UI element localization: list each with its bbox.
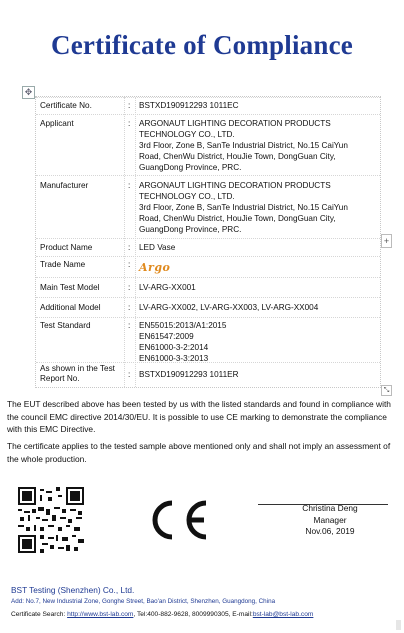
table-row-test-standard: Test Standard : EN55015:2013/A1:2015 EN61547:2009 EN61000-3-2:2014 EN61000-3-3:2013 (36, 317, 380, 362)
value-main-test-model: LV-ARG-XX001 (139, 283, 196, 292)
email-link[interactable]: bst-lab@bst-lab.com (252, 611, 314, 618)
label-manufacturer: Manufacturer (40, 181, 89, 190)
label-product-name: Product Name (40, 243, 93, 252)
compliance-paragraph: The EUT described above has been tested by us with the listed standards and found in compliance with the council EMC directive 2014/30/EU. It is possible to use CE marking to demonstrate the compliance with this EMC Directive. (7, 399, 391, 434)
company-name: BST Testing (Shenzhen) Co., Ltd. (11, 585, 135, 595)
scrollbar-thumb[interactable] (396, 620, 401, 630)
label-additional-model: Additional Model (40, 303, 101, 312)
certificate-table (35, 96, 381, 388)
table-row-applicant: Applicant : ARGONAUT LIGHTING DECORATION PRODUCTS TECHNOLOGY CO., LTD. 3rd Floor, Zone B, SanTe Industrial District, No.15 CaiYun Road, ChenWu District, HouJie Town, DongGuan City, GuangDong Province, PRC. (36, 114, 380, 175)
label-main-test-model: Main Test Model (40, 283, 100, 292)
argo-logo: Argo (139, 261, 171, 274)
table-row-main-test-model: Main Test Model : LV-ARG-XX001 (36, 277, 380, 297)
search-link[interactable]: http://www.bst-lab.com (67, 611, 134, 618)
certificate-search-line (11, 610, 313, 620)
value-applicant: ARGONAUT LIGHTING DECORATION PRODUCTS TECHNOLOGY CO., LTD. 3rd Floor, Zone B, SanTe Industrial District, No.15 CaiYun Road, ChenWu District, HouJie Town, DongGuan City, GuangDong Province, PRC. (139, 119, 348, 172)
contact-tel: , Tel:400-882-9628, 8009990305, E-mail: (133, 611, 253, 618)
table-row-additional-model: Additional Model : LV-ARG-XX002, LV-ARG-XX003, LV-ARG-XX004 (36, 297, 380, 317)
scope-paragraph: The certificate applies to the tested sample above mentioned only and shall not imply an assessment of the whole production. (7, 441, 391, 464)
certificate-title: Certificate of Compliance (51, 30, 353, 60)
table-row-product-name: Product Name : LED Vase (36, 238, 380, 256)
label-trade-name: Trade Name (40, 260, 86, 269)
ce-mark-icon (146, 497, 212, 543)
value-test-standard: EN55015:2013/A1:2015 EN61547:2009 EN61000-3-2:2014 EN61000-3-3:2013 (139, 321, 227, 363)
label-test-standard: Test Standard (40, 321, 91, 330)
search-label: Certificate Search: (11, 611, 66, 618)
label-test-report-no: As shown in the Test Report No. (40, 364, 115, 383)
table-resize-icon[interactable]: ⤡ (381, 385, 392, 396)
add-row-icon[interactable]: + (381, 234, 392, 248)
signer-role: Manager (313, 514, 347, 525)
table-move-handle-icon[interactable]: ✥ (22, 86, 35, 99)
qr-code-icon (18, 487, 84, 553)
table-row-trade-name: Trade Name : Argo (36, 256, 380, 277)
label-certificate-no: Certificate No. (40, 101, 92, 110)
value-test-report-no: BSTXD190912293 1011ER (139, 370, 239, 379)
company-address: Add: No.7, New Industrial Zone, Gonghe Street, Bao'an District, Shenzhen, Guangdong, China (11, 598, 276, 605)
signer-name: Christina Deng (302, 503, 358, 513)
signature-date: Nov.06, 2019 (305, 526, 355, 536)
value-manufacturer: ARGONAUT LIGHTING DECORATION PRODUCTS TECHNOLOGY CO., LTD. 3rd Floor, Zone B, SanTe Industrial District, No.15 CaiYun Road, ChenWu District, HouJie Town, DongGuan City, GuangDong Province, PRC. (139, 181, 348, 234)
table-row-manufacturer: Manufacturer : ARGONAUT LIGHTING DECORATION PRODUCTS TECHNOLOGY CO., LTD. 3rd Floor, Zone B, SanTe Industrial District, No.15 CaiYun Road, ChenWu District, HouJie Town, DongGuan City, GuangDong Province, PRC. (36, 175, 380, 238)
label-applicant: Applicant (40, 119, 74, 128)
table-row-test-report-no: As shown in the Test Report No. : BSTXD190912293 1011ER (36, 362, 380, 388)
signature-block (280, 503, 380, 538)
value-product-name: LED Vase (139, 243, 176, 252)
value-certificate-no: BSTXD190912293 1011EC (139, 101, 239, 110)
value-additional-model: LV-ARG-XX002, LV-ARG-XX003, LV-ARG-XX004 (139, 303, 319, 312)
table-row-certificate-no: Certificate No. : BSTXD190912293 1011EC (36, 97, 380, 114)
